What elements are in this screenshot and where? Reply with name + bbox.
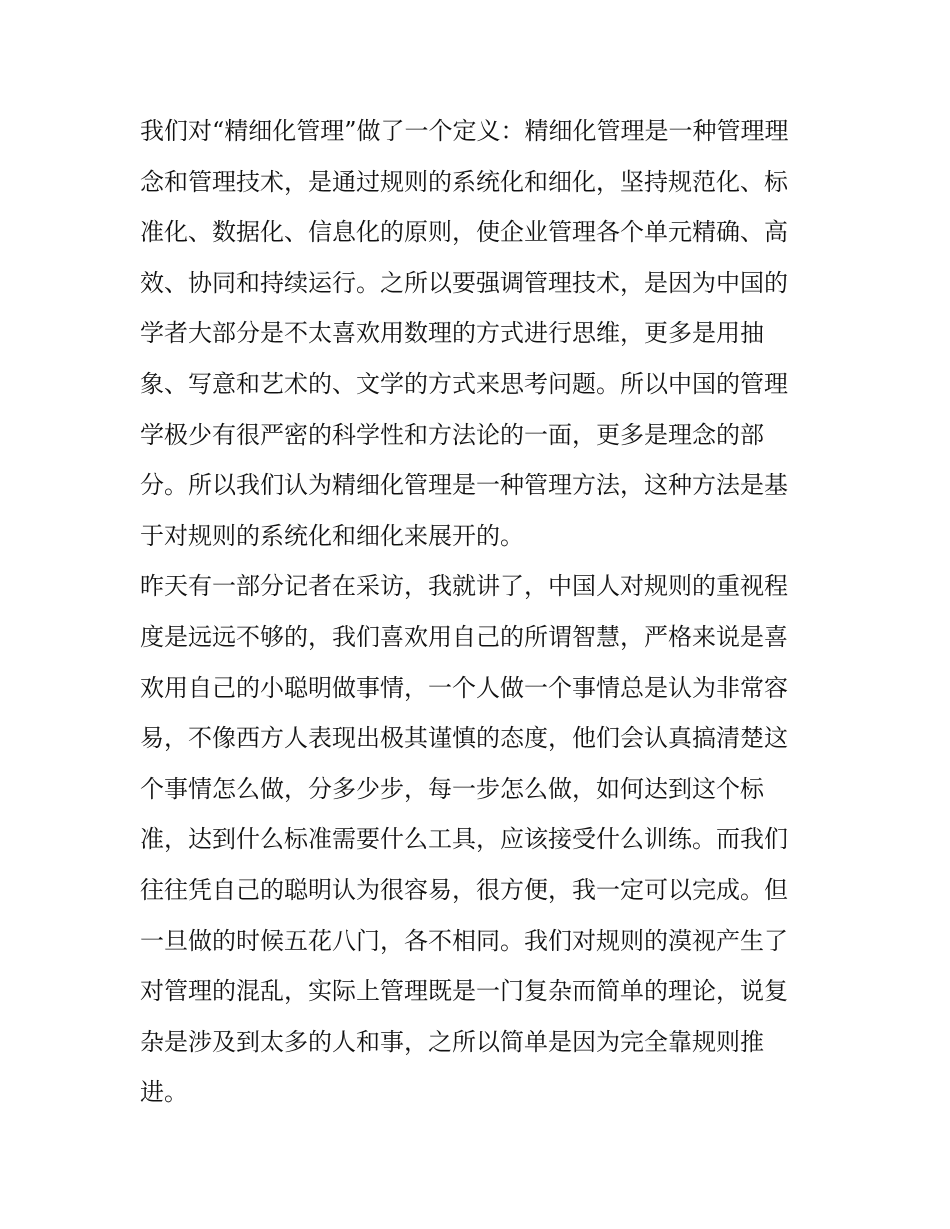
text-line: 准，达到什么标准需要什么工具，应该接受什么训练。而我们 <box>140 825 788 854</box>
text-line: 易，不像西方人表现出极其谨慎的态度，他们会认真搞清楚这 <box>140 724 788 753</box>
text-line: 效、协同和持续运行。之所以要强调管理技术，是因为中国的 <box>140 268 788 297</box>
text-line: 欢用自己的小聪明做事情，一个人做一个事情总是认为非常容 <box>140 673 788 702</box>
text-line: 进。 <box>140 1078 188 1107</box>
text-line: 杂是涉及到太多的人和事，之所以简单是因为完全靠规则推 <box>140 1027 764 1056</box>
paragraph-interview <box>140 561 812 1118</box>
text-line: 往往凭自己的聪明认为很容易，很方便，我一定可以完成。但 <box>140 875 788 904</box>
text-line: 度是远远不够的，我们喜欢用自己的所谓智慧，严格来说是喜 <box>140 622 788 651</box>
text-line: 于对规则的系统化和细化来展开的。 <box>140 521 524 550</box>
text-line: 象、写意和艺术的、文学的方式来思考问题。所以中国的管理 <box>140 369 788 398</box>
text-line: 昨天有一部分记者在采访，我就讲了，中国人对规则的重视程 <box>140 572 788 601</box>
text-line: 念和管理技术，是通过规则的系统化和细化，坚持规范化、标 <box>140 167 788 196</box>
document-page <box>140 106 812 1118</box>
text-line: 个事情怎么做，分多少步，每一步怎么做，如何达到这个标 <box>140 774 764 803</box>
text-line: 学极少有很严密的科学性和方法论的一面，更多是理念的部 <box>140 420 764 449</box>
text-line: 对管理的混乱，实际上管理既是一门复杂而简单的理论，说复 <box>140 977 788 1006</box>
text-line: 一旦做的时候五花八门，各不相同。我们对规则的漠视产生了 <box>140 926 788 955</box>
text-line: 准化、数据化、信息化的原则，使企业管理各个单元精确、高 <box>140 218 788 247</box>
paragraph-definition <box>140 106 812 561</box>
text-line: 我们对“精细化管理”做了一个定义：精细化管理是一种管理理 <box>140 117 789 145</box>
text-line: 学者大部分是不太喜欢用数理的方式进行思维，更多是用抽 <box>140 319 764 348</box>
text-line: 分。所以我们认为精细化管理是一种管理方法，这种方法是基 <box>140 471 788 500</box>
